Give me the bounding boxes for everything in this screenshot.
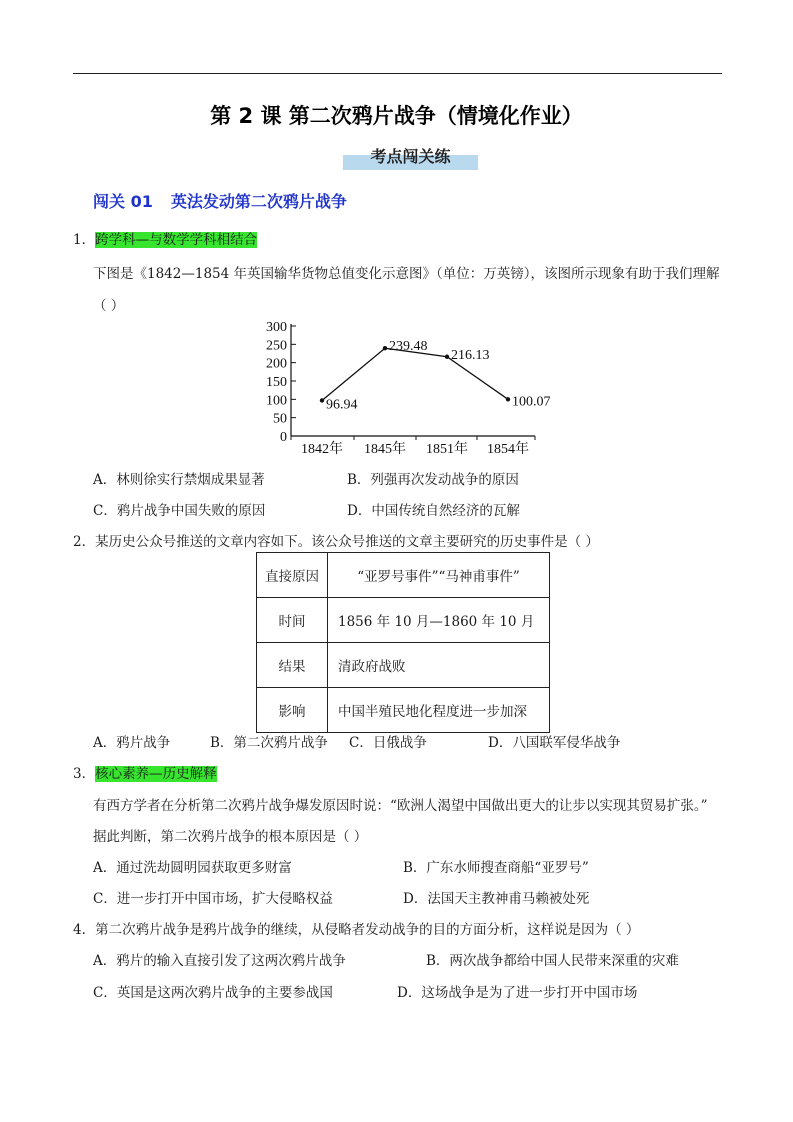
table-value-cell: “亚罗号事件”“马神甫事件” [328,553,550,598]
y-tick-label: 200 [266,356,287,372]
table-value-cell: 中国半殖民地化程度进一步加深 [328,688,550,733]
section-name: 英法发动第二次鸦片战争 [170,192,347,211]
question-2-option-d: D．八国联军侵华战争 [488,735,621,751]
question-1-option-a: A．林则徐实行禁烟成果显著 [93,472,265,488]
event-info-table [256,552,550,733]
question-number: 1． [73,232,96,248]
table-row [257,553,550,598]
y-tick-label: 300 [266,320,287,335]
question-1-header [73,228,257,248]
y-tick-label: 150 [266,375,287,390]
data-label: 100.07 [512,394,550,410]
export-value-line-chart [250,318,550,458]
question-1-option-d: D．中国传统自然经济的瓦解 [347,503,520,519]
question-tag: 核心素养—历史解释 [95,766,217,782]
x-tick-label: 1854年 [487,442,529,457]
data-point [383,346,387,350]
data-point [445,355,449,359]
question-2-option-c: C．日俄战争 [349,735,427,751]
data-point [320,398,324,402]
data-point [506,397,510,401]
table-key-cell: 结果 [257,643,328,688]
question-4-option-b: B．两次战争都给中国人民带来深重的灾难 [426,953,679,969]
header-rule [73,73,722,74]
x-tick-label: 1851年 [426,442,468,457]
question-number: 3． [73,766,96,782]
question-1-option-b: B．列强再次发动战争的原因 [347,472,519,488]
data-label: 96.94 [326,397,358,413]
table-key-cell: 影响 [257,688,328,733]
question-4-option-a: A．鸦片的输入直接引发了这两次鸦片战争 [93,953,346,969]
table-key-cell: 直接原因 [257,553,328,598]
table-value-cell: 1856 年 10 月—1860 年 10 月 [328,598,550,643]
question-3-option-d: D．法国天主教神甫马赖被处死 [403,891,590,907]
table-row [257,598,550,643]
question-number: 4． [73,922,96,938]
question-number: 2． [73,534,96,550]
y-tick-label: 250 [266,338,287,354]
x-tick-label: 1845年 [364,442,406,457]
question-4-option-c: C．英国是这两次鸦片战争的主要参战国 [93,985,333,1001]
question-2-option-b: B．第二次鸦片战争 [210,735,328,751]
data-label: 239.48 [389,339,428,355]
question-4-option-d: D．这场战争是为了进一步打开中国市场 [397,985,638,1001]
question-stem: 第二次鸦片战争是鸦片战争的继续，从侵略者发动战争的目的方面分析，这样说是因为（ ） [95,922,640,938]
section-heading [93,189,347,212]
question-2-header [73,530,599,550]
question-1-stem-line-1: 下图是《1842—1854 年英国输华货物总值变化示意图》（单位：万英镑），该图所示现象有助于我们理解 [93,266,720,282]
question-1-stem-line-2: （ ） [93,298,125,314]
question-3-option-b: B．广东水师搜查商船“亚罗号” [403,860,589,876]
table-row [257,688,550,733]
question-3-stem-line-1: 有西方学者在分析第二次鸦片战争爆发原因时说：“欧洲人渴望中国做出更大的让步以实现其贸易扩张。” [93,798,708,814]
y-tick-label: 100 [266,393,287,409]
table-key-cell: 时间 [257,598,328,643]
page-title: 第 2 课 第二次鸦片战争（情境化作业） [210,104,583,128]
question-3-option-a: A．通过洗劫圆明园获取更多财富 [93,860,292,876]
question-3-header [73,762,217,782]
question-tag: 跨学科—与数学学科相结合 [95,232,258,248]
question-3-option-c: C．进一步打开中国市场，扩大侵略权益 [93,891,333,907]
subtitle-text: 考点闯关练 [370,147,451,166]
table-value-cell: 清政府战败 [328,643,550,688]
question-stem: 某历史公众号推送的文章内容如下。该公众号推送的文章主要研究的历史事件是（ ） [95,534,599,550]
data-label: 216.13 [451,347,490,363]
question-1-option-c: C．鸦片战争中国失败的原因 [93,503,266,519]
y-tick-label: 0 [280,430,287,445]
question-4-header [73,918,639,938]
section-code: 闯关 01 [93,192,153,211]
table-row [257,643,550,688]
question-3-stem-line-2: 据此判断，第二次鸦片战争的根本原因是（ ） [93,829,368,845]
subtitle-banner [343,142,478,170]
x-tick-label: 1842年 [301,442,343,457]
y-tick-label: 50 [273,411,287,427]
question-2-option-a: A．鸦片战争 [93,735,171,751]
